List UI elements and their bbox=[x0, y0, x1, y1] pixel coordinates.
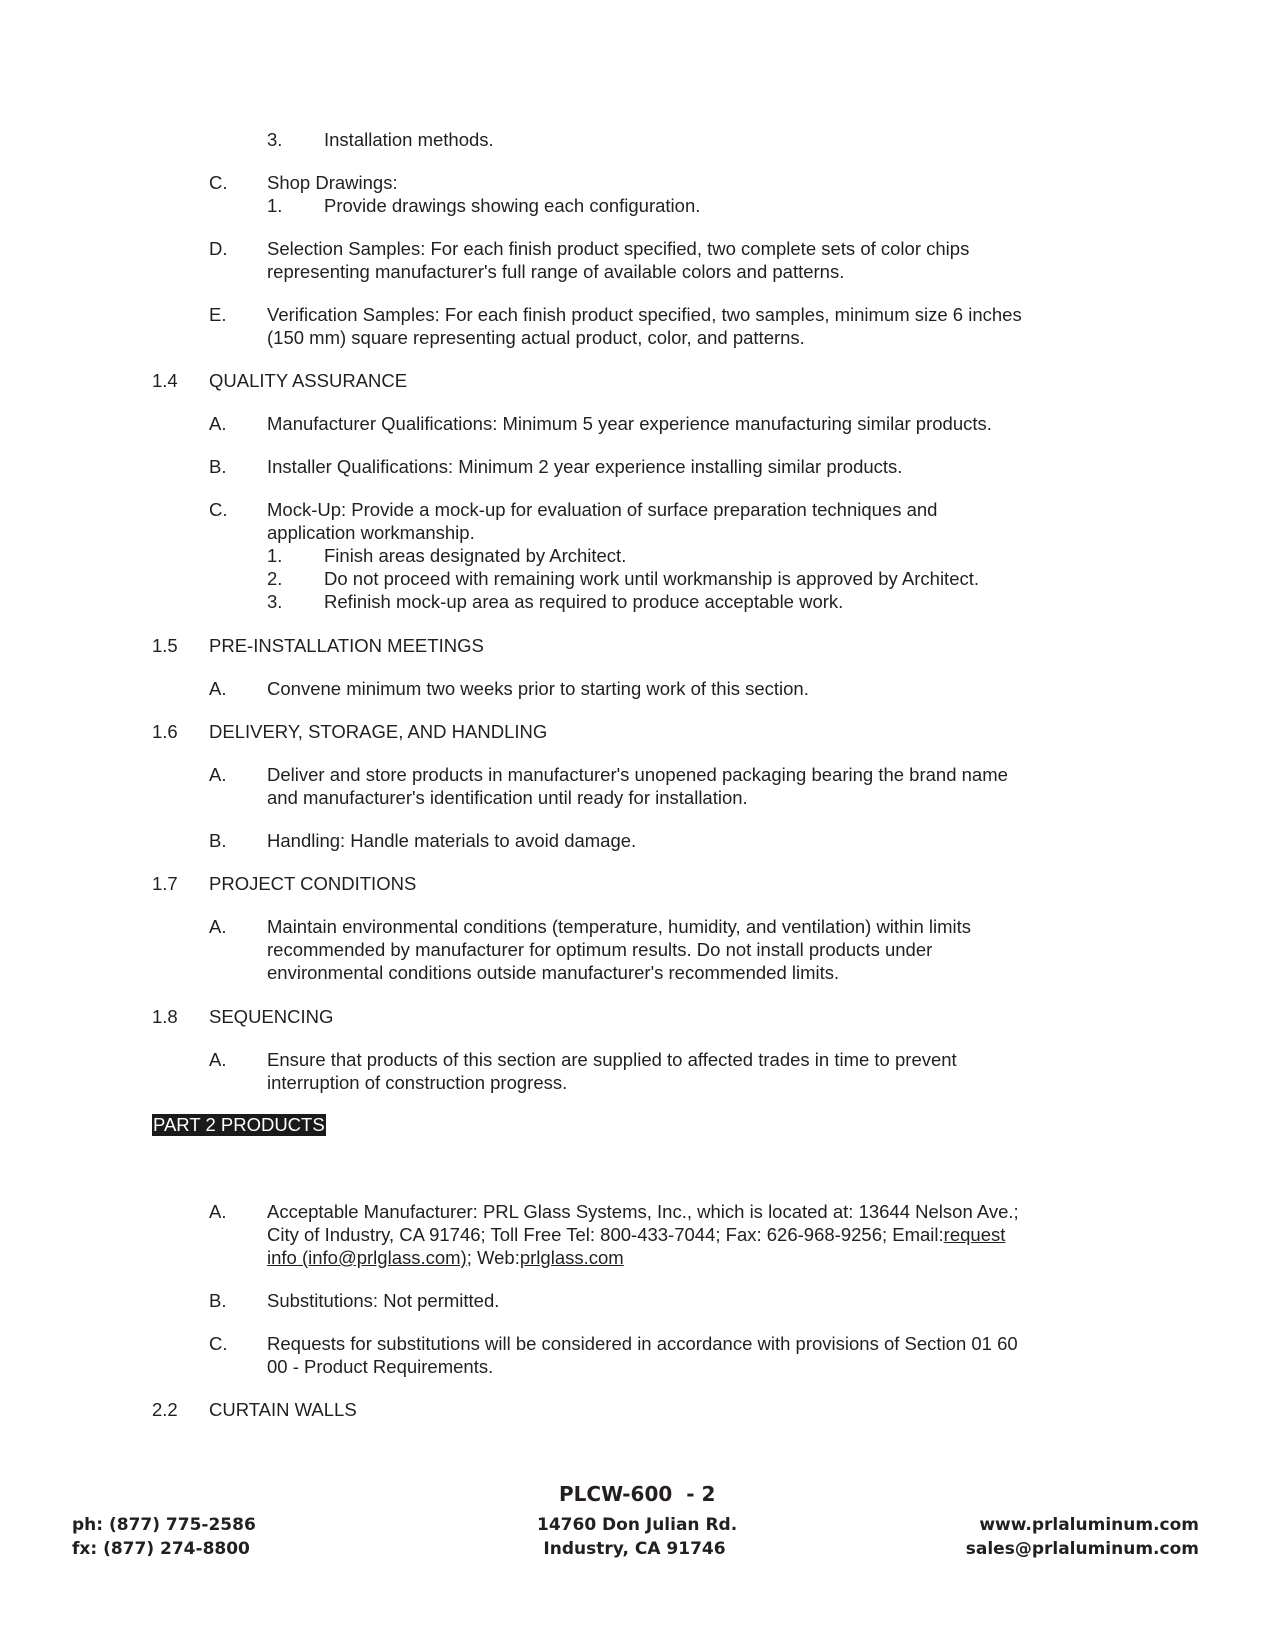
list-label: B. bbox=[209, 830, 227, 851]
list-text: City of Industry, CA 91746; Toll Free Tel: 800-433-7044; Fax: 626-968-9256; Email: bbox=[267, 1224, 944, 1245]
list-text: application workmanship. bbox=[267, 522, 475, 543]
list-text: Handling: Handle materials to avoid damage. bbox=[267, 830, 637, 851]
section-title: PROJECT CONDITIONS bbox=[209, 873, 417, 894]
web-link[interactable]: prlglass.com bbox=[519, 1247, 624, 1268]
list-text: Do not proceed with remaining work until workmanship is approved by Architect. bbox=[324, 568, 980, 589]
list-label: 3. bbox=[267, 591, 283, 612]
list-text: Mock-Up: Provide a mock-up for evaluation of surface preparation techniques and bbox=[267, 499, 938, 520]
section-title: SEQUENCING bbox=[209, 1006, 334, 1027]
section-title: CURTAIN WALLS bbox=[209, 1399, 357, 1420]
list-text: Shop Drawings: bbox=[267, 172, 398, 193]
list-text: Maintain environmental conditions (temperature, humidity, and ventilation) within limits bbox=[267, 916, 972, 937]
list-label: C. bbox=[209, 172, 228, 193]
list-text-line bbox=[267, 1246, 624, 1269]
footer-street: 14760 Don Julian Rd. bbox=[537, 1515, 738, 1535]
list-label: E. bbox=[209, 304, 227, 325]
section-number: 1.5 bbox=[152, 635, 178, 656]
section-number: 1.8 bbox=[152, 1006, 178, 1027]
list-text: Acceptable Manufacturer: PRL Glass Systems, Inc., which is located at: 13644 Nelson Ave.; bbox=[267, 1201, 1019, 1222]
list-text: interruption of construction progress. bbox=[267, 1072, 568, 1093]
list-text: and manufacturer's identification until ready for installation. bbox=[267, 787, 748, 808]
list-text: Selection Samples: For each finish product specified, two complete sets of color chips bbox=[267, 238, 970, 259]
footer-phone: ph: (877) 775-2586 bbox=[72, 1515, 256, 1535]
list-text: Deliver and store products in manufacturer's unopened packaging bearing the brand name bbox=[267, 764, 1008, 785]
list-text: (150 mm) square representing actual product, color, and patterns. bbox=[267, 327, 805, 348]
list-label: A. bbox=[209, 413, 227, 434]
section-title: PRE-INSTALLATION MEETINGS bbox=[209, 635, 484, 656]
part-heading: PART 2 PRODUCTS bbox=[153, 1114, 325, 1135]
list-label: A. bbox=[209, 1201, 227, 1222]
list-label: C. bbox=[209, 499, 228, 520]
page-number: PLCW-600 - 2 bbox=[559, 1482, 716, 1506]
list-text: Installer Qualifications: Minimum 2 year experience installing similar products. bbox=[267, 456, 903, 477]
section-number: 1.6 bbox=[152, 721, 178, 742]
list-text: ; Web: bbox=[466, 1247, 520, 1268]
list-label: 3. bbox=[267, 129, 283, 150]
section-number: 2.2 bbox=[152, 1399, 178, 1420]
footer-city: Industry, CA 91746 bbox=[543, 1539, 726, 1559]
section-title: DELIVERY, STORAGE, AND HANDLING bbox=[209, 721, 548, 742]
list-text: recommended by manufacturer for optimum results. Do not install products under bbox=[267, 939, 933, 960]
list-text: Finish areas designated by Architect. bbox=[324, 545, 627, 566]
list-text: Refinish mock-up area as required to produce acceptable work. bbox=[324, 591, 844, 612]
list-label: 1. bbox=[267, 195, 283, 216]
list-label: 1. bbox=[267, 545, 283, 566]
list-text: environmental conditions outside manufacturer's recommended limits. bbox=[267, 962, 840, 983]
list-label: C. bbox=[209, 1333, 228, 1354]
list-text: representing manufacturer's full range of available colors and patterns. bbox=[267, 261, 845, 282]
section-title: QUALITY ASSURANCE bbox=[209, 370, 408, 391]
list-text: Substitutions: Not permitted. bbox=[267, 1290, 500, 1311]
email-link[interactable]: request bbox=[943, 1224, 1006, 1245]
list-label: A. bbox=[209, 678, 227, 699]
list-text: 00 - Product Requirements. bbox=[267, 1356, 494, 1377]
list-label: A. bbox=[209, 916, 227, 937]
section-number: 1.7 bbox=[152, 873, 178, 894]
list-text: Manufacturer Qualifications: Minimum 5 year experience manufacturing similar products. bbox=[267, 413, 992, 434]
list-label: B. bbox=[209, 1290, 227, 1311]
list-label: 2. bbox=[267, 568, 283, 589]
section-number: 1.4 bbox=[152, 370, 178, 391]
list-text: Provide drawings showing each configuration. bbox=[324, 195, 701, 216]
footer-fax: fx: (877) 274-8800 bbox=[72, 1539, 250, 1559]
list-label: B. bbox=[209, 456, 227, 477]
footer-website[interactable]: www.prlaluminum.com bbox=[979, 1515, 1199, 1535]
list-text: Verification Samples: For each finish product specified, two samples, minimum size 6 inches bbox=[267, 304, 1022, 325]
email-link[interactable]: info (info@prlglass.com) bbox=[267, 1247, 467, 1268]
list-label: A. bbox=[209, 764, 227, 785]
list-text: Convene minimum two weeks prior to starting work of this section. bbox=[267, 678, 809, 699]
list-label: D. bbox=[209, 238, 228, 259]
list-label: A. bbox=[209, 1049, 227, 1070]
footer-email[interactable]: sales@prlaluminum.com bbox=[965, 1539, 1199, 1559]
list-text: Ensure that products of this section are supplied to affected trades in time to prevent bbox=[267, 1049, 957, 1070]
list-text: Requests for substitutions will be considered in accordance with provisions of Section 01 60 bbox=[267, 1333, 1018, 1354]
list-text-line bbox=[267, 1223, 1005, 1246]
list-text: Installation methods. bbox=[324, 129, 494, 150]
